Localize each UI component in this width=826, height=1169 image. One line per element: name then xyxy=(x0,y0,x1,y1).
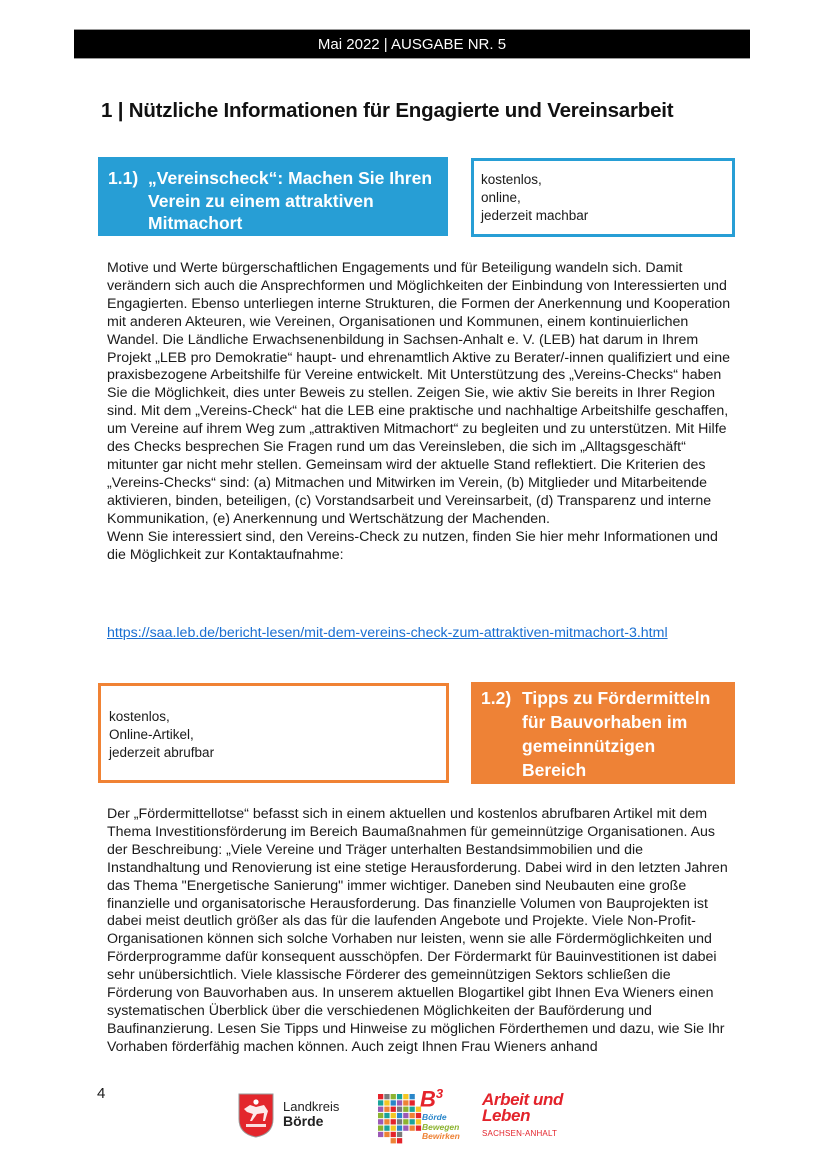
mosaic-tile xyxy=(397,1138,402,1143)
mosaic-tile xyxy=(403,1119,408,1124)
mosaic-tile xyxy=(410,1119,415,1124)
mosaic-tile xyxy=(410,1094,415,1099)
landkreis-line1: Landkreis xyxy=(283,1099,340,1114)
al-sub: SACHSEN-ANHALT xyxy=(482,1129,558,1138)
mosaic-tile xyxy=(391,1138,396,1143)
article-1-link[interactable]: https://saa.leb.de/bericht-lesen/mit-dem-vereins-check-zum-attraktiven-mitmachort-3.html xyxy=(107,625,668,641)
mosaic-tile xyxy=(384,1094,389,1099)
article-2-meta-box xyxy=(98,683,449,783)
mosaic-tile xyxy=(378,1113,383,1118)
mosaic-tile xyxy=(410,1126,415,1131)
mosaic-tile xyxy=(397,1100,402,1105)
mosaic-tile xyxy=(397,1119,402,1124)
meta-cost: kostenlos, xyxy=(481,172,542,187)
mosaic-tile xyxy=(397,1107,402,1112)
article-1-contact-note: Wenn Sie interessiert sind, den Vereins-Check zu nutzen, finden Sie hier mehr Informationen und die Möglichkeit zur Kontaktaufnahme: xyxy=(107,528,718,563)
issue-header-bar xyxy=(74,29,750,59)
meta-format: online, xyxy=(481,190,521,205)
mosaic-tile xyxy=(410,1107,415,1112)
mosaic-tile xyxy=(403,1100,408,1105)
meta-cost: kostenlos, xyxy=(109,709,170,724)
article-2-number: 1.2) xyxy=(481,688,512,708)
mosaic-tile xyxy=(391,1094,396,1099)
mosaic-tile xyxy=(403,1107,408,1112)
page-number: 4 xyxy=(97,1085,106,1102)
article-1-number: 1.1) xyxy=(108,168,139,188)
mosaic-tile xyxy=(391,1126,396,1131)
mosaic-tile xyxy=(391,1132,396,1137)
issue-label: Mai 2022 | AUSGABE NR. 5 xyxy=(317,36,507,53)
mosaic-tile xyxy=(391,1113,396,1118)
mosaic-tile xyxy=(391,1107,396,1112)
mosaic-tile xyxy=(410,1113,415,1118)
article-1-title: „Vereinscheck“: Machen Sie Ihren Verein zu einem attraktiven Mitmachort xyxy=(148,168,433,233)
mosaic-tile xyxy=(397,1113,402,1118)
b3-words: Börde Bewegen Bewirken xyxy=(422,1112,460,1141)
article-1-paragraph: Motive und Werte bürgerschaftlichen Engagements und für Beteiligung wandeln sich. Damit verändern sich auch die Ansprechformen und Möglichkeiten der Einbindung von Interessierten und Engagierten. Ebenso unterliegen interne Strukturen, die Formen der Anerkennung und Kooperation mit anderen Akteuren, wie Vereinen, Organisationen und Kommunen, einem kontinuierlichen Wandel. Die Ländliche Erwachsenenbildung in Sachsen-Anhalt e. V. (LEB) hat darum in Ihrem Projekt „LEB pro Demokratie“ haupt- und ehrenamtlich Aktive zu Berater/-innen qualifiziert und eine praxisbezogene Arbeitshilfe für Vereine entwickelt. Mit Unterstützung des „Vereins-Checks“ haben Sie die Möglichkeit, dies unter Beweis zu stellen. Zeigen Sie, wie aktiv Sie bereits in Ihrer Region sind. Mit dem „Vereins-Check“ hat die LEB eine praktische und nachhaltige Arbeitshilfe geschaffen, um Vereine auf ihrem Weg zum „attraktiven Mitmachort“ zu begleiten und zu unterstützen. Mit Hilfe des Checks besprechen Sie Fragen rund um das Vereinsleben, die sich im „Alltagsgeschäft“ mitunter gar nicht mehr stellen. Gemeinsam wird der aktuelle Stand reflektiert. Die Kriterien des „Vereins-Checks“ sind: (a) Mitmachen und Mitwirken im Verein, (b) Mitglieder und Mitarbeitende aktivieren, binden, beteiligen, (c) Vorstandsarbeit und Vereinsarbeit, (d) Transparenz und interne Kommunikation, (e) Anerkennung und Wertschätzung der Machenden. xyxy=(107,260,731,527)
mosaic-tile xyxy=(384,1100,389,1105)
b3-logo xyxy=(376,1086,460,1148)
mosaic-tile xyxy=(403,1113,408,1118)
mosaic-tile xyxy=(403,1094,408,1099)
b3-mosaic-map-icon xyxy=(376,1090,424,1146)
landkreis-text xyxy=(283,1100,339,1128)
article-2-title-box xyxy=(471,682,735,784)
al-line2: Leben xyxy=(482,1106,531,1125)
mosaic-tile xyxy=(384,1107,389,1112)
mosaic-tile xyxy=(378,1132,383,1137)
article-1-title-box xyxy=(98,157,448,236)
mosaic-tile xyxy=(403,1126,408,1131)
b3-mark: $B^3$ xyxy=(420,1086,444,1112)
mosaic-tile xyxy=(416,1119,421,1124)
mosaic-tile xyxy=(384,1119,389,1124)
meta-availability: jederzeit machbar xyxy=(481,208,589,223)
mosaic-tile xyxy=(378,1107,383,1112)
al-line1: Arbeit und xyxy=(482,1090,563,1109)
article-1-body xyxy=(107,260,731,564)
mosaic-tile xyxy=(378,1126,383,1131)
mosaic-tile xyxy=(391,1119,396,1124)
article-1-meta-box xyxy=(471,158,735,237)
mosaic-tile xyxy=(384,1126,389,1131)
mosaic-tile xyxy=(416,1126,421,1131)
mosaic-tile xyxy=(378,1094,383,1099)
meta-availability: jederzeit abrufbar xyxy=(109,745,215,760)
mosaic-tile xyxy=(384,1113,389,1118)
arbeit-und-leben-logo xyxy=(482,1092,582,1138)
mosaic-tile xyxy=(384,1132,389,1137)
landkreis-line2: Börde xyxy=(283,1113,324,1129)
landkreis-boerde-logo xyxy=(238,1090,358,1145)
mosaic-tile xyxy=(397,1094,402,1099)
coat-of-arms-icon xyxy=(238,1093,274,1138)
footer-logos xyxy=(238,1086,578,1150)
article-2-body: Der „Fördermittellotse“ befasst sich in einem aktuellen und kostenlos abrufbaren Artikel mit dem Thema Investitionsförderung im Bereich Baumaßnahmen für gemeinnützige Organisationen. Aus der Beschreibung: „Viele Vereine und Träger unterhalten Bestandsimmobilien und die Instandhaltung und Renovierung ist eine stetige Herausforderung. Dabei wird in den letzten Jahren das Thema "Energetische Sanierung" immer wichtiger. Daneben sind Neubauten eine große finanzielle und organisatorische Herausforderung. Das finanzielle Volumen von Bauprojekten ist dabei meist deutlich größer als das für die laufenden Angebote und Projekte. Viele Non-Profit-Organisationen können sich solche Vorhaben nur leisten, wenn sie alle Fördermöglichkeiten und Förderprogramme dafür konsequent ausschöpfen. Der Fördermarkt für Bauinvestitionen ist dabei sehr unübersichtlich. Viele klassische Förderer des gemeinnützigen Sektors schließen die Förderung von Bauvorhaben aus. In unserem aktuellen Blogartikel gibt Ihnen Eva Wieners einen systematischen Überblick über die verschiedenen Möglichkeiten der Bauförderung und Baufinanzierung. Lesen Sie Tipps und Hinweise zu möglichen Förderthemen und dazu, wie Sie Ihr Vorhaben förderfähig machen können. Auch zeigt Ihnen Frau Wieners anhand xyxy=(107,806,728,1055)
section-title: 1 | Nützliche Informationen für Engagierte und Vereinsarbeit xyxy=(101,99,674,122)
mosaic-tile xyxy=(410,1100,415,1105)
meta-format: Online-Artikel, xyxy=(109,727,194,742)
mosaic-tile xyxy=(416,1113,421,1118)
mosaic-tile xyxy=(397,1132,402,1137)
article-2-title: Tipps zu Fördermitteln für Bauvorhaben im gemeinnützigen Bereich xyxy=(522,688,711,780)
mosaic-tile xyxy=(391,1100,396,1105)
mosaic-tile xyxy=(378,1100,383,1105)
mosaic-tile xyxy=(397,1126,402,1131)
mosaic-tile xyxy=(378,1119,383,1124)
